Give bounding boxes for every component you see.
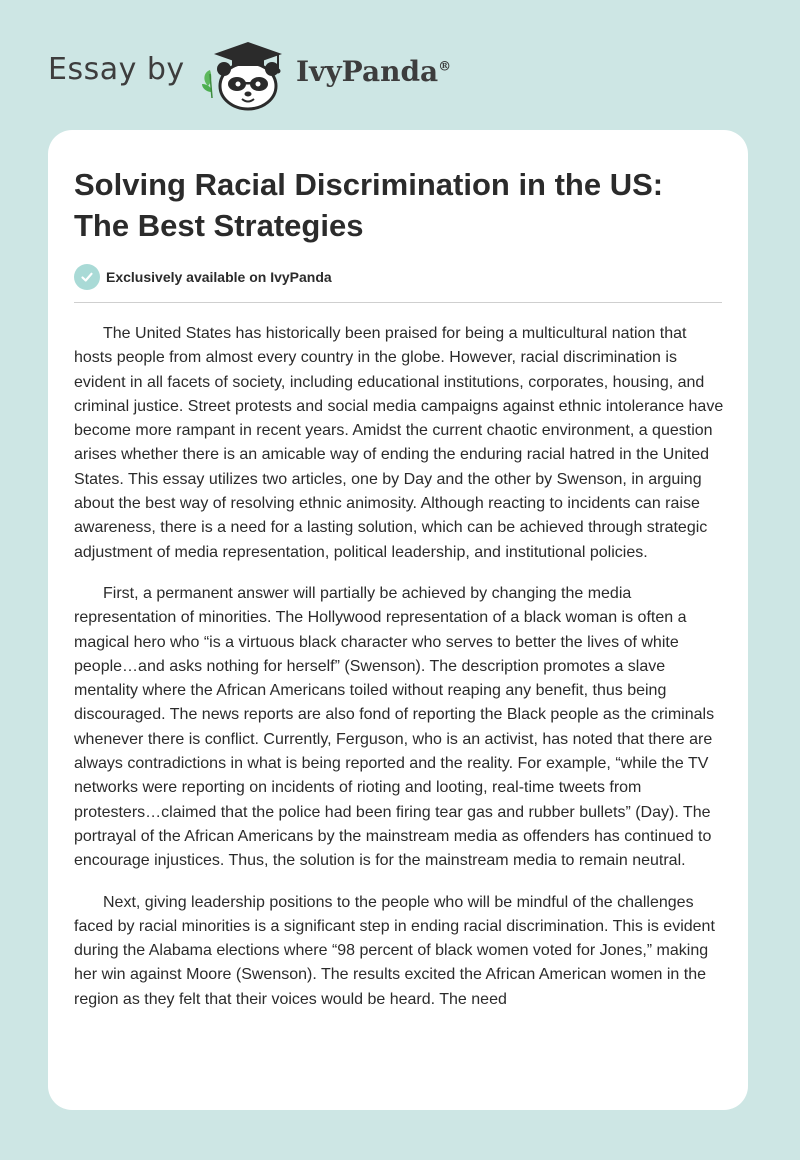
divider: [74, 302, 722, 303]
essay-card: [48, 130, 748, 1110]
paragraph: Next, giving leadership positions to the people who will be mindful of the challenges faced by racial minorities is a significant step in ending racial discrimination. This is evident during the Alabama elections where “98 percent of black women voted for Jones,” making her win against Moore (Swenson). The results excited the African American women in the region as they felt that their voices would be heard. The need: [74, 893, 715, 1008]
essay-by-label: Essay by: [48, 52, 185, 87]
exclusive-badge: [74, 264, 332, 290]
site-header: [0, 0, 800, 125]
brand-text: IvyPanda: [296, 55, 439, 88]
registered-mark: ®: [438, 59, 452, 75]
check-circle-icon: [74, 264, 100, 290]
essay-title: Solving Racial Discrimination in the US: The Best Strategies: [74, 167, 664, 243]
essay-body: [74, 322, 724, 1029]
panda-graduation-cap-icon[interactable]: [198, 36, 294, 112]
paragraph: First, a permanent answer will partially be achieved by changing the media representation of minorities. The Hollywood representation of a black woman is often a magical hero who “is a virtuous black character who serves to better the lives of white people…and asks nothing for herself” (Swenson). The description promotes a slave mentality where the African Americans toiled without reaping any benefit, thus being discouraged. The news reports are also fond of reporting the Black people as the criminals whenever there is conflict. Currently, Ferguson, who is an activist, has noted that there are always contradictions in what is being reported and the reality. For example, “while the TV networks were reporting on incidents of rioting and looting, real-time tweets from protesters…claimed that the police had been firing tear gas and rubber bullets” (Day). The portrayal of the African Americans by the mainstream media as offenders has continued to encourage injustices. Thus, the solution is for the mainstream media to remain neutral.: [74, 584, 715, 870]
brand-name[interactable]: [296, 55, 451, 88]
exclusive-label: Exclusively available on IvyPanda: [106, 269, 332, 285]
paragraph: The United States has historically been praised for being a multicultural nation that hosts people from almost every country in the globe. However, racial discrimination is evident in all facets of society, including educational institutions, corporates, housing, and criminal justice. Street protests and social media campaigns against ethnic intolerance have become more rampant in recent years. Amidst the current chaotic environment, a question arises whether there is an amicable way of ending the enduring racial hatred in the United States. This essay utilizes two articles, one by Day and the other by Swenson, in arguing about the best way of resolving ethnic animosity. Although reacting to incidents can raise awareness, there is a need for a lasting solution, which can be achieved through strategic adjustment of media representation, political leadership, and institutional policies.: [74, 325, 724, 561]
